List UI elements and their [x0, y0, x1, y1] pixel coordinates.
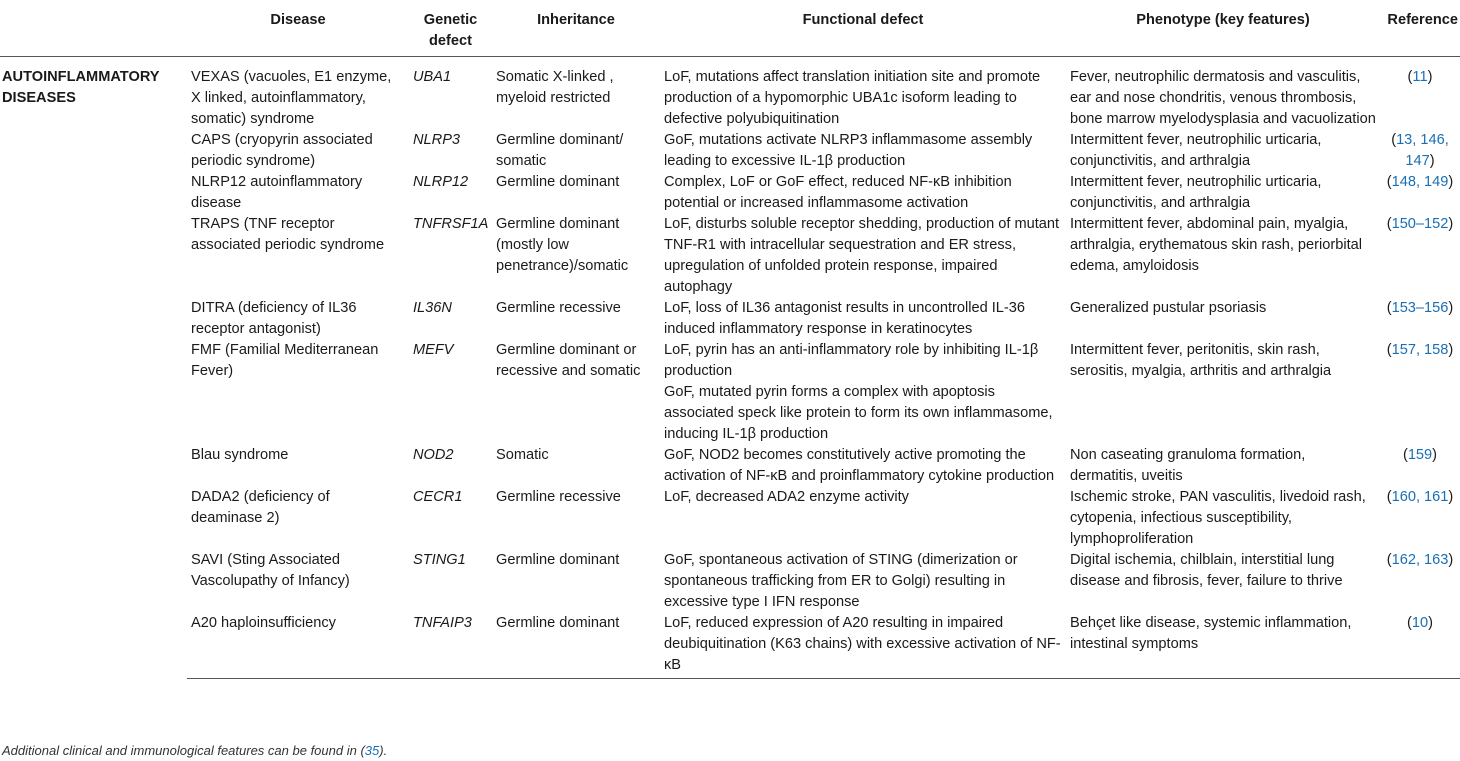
- reference-link[interactable]: 157, 158: [1391, 342, 1449, 358]
- gene-cell: TNFAIP3: [409, 613, 492, 679]
- inheritance-cell: Germline recessive: [496, 300, 621, 316]
- reference-cell: [1380, 130, 1460, 172]
- table-row: [0, 613, 1460, 679]
- gene-cell: TNFRSF1A: [413, 216, 489, 232]
- reference-line: (153–156): [1386, 300, 1454, 316]
- table-row: [0, 214, 1460, 298]
- functional-defect-text-2: GoF, mutated pyrin forms a complex with apoptosis associated speck like protein to form its own inflammasome, inducing IL-1β production: [664, 384, 1053, 442]
- gene-cell: NLRP12: [413, 174, 469, 190]
- phenotype-cell: Generalized pustular psoriasis: [1070, 300, 1267, 316]
- functional-defect-cell: [660, 298, 1066, 340]
- gene-cell: MEFV: [413, 342, 454, 358]
- reference-cell: [1380, 445, 1460, 487]
- table-row: [0, 445, 1460, 487]
- reference-link[interactable]: 11: [1412, 69, 1428, 85]
- reference-line: (150–152): [1386, 216, 1454, 232]
- phenotype-cell: Intermittent fever, neutrophilic urticaria, conjunctivitis, and arthralgia: [1070, 174, 1322, 211]
- reference-link[interactable]: 150–152: [1391, 216, 1449, 232]
- reference-link[interactable]: 162, 163: [1391, 552, 1449, 568]
- gene-cell: NLRP3: [413, 132, 461, 148]
- phenotype-cell: Intermittent fever, abdominal pain, myalgia, arthralgia, erythematous skin rash, periorbital edema, amyloidosis: [1070, 216, 1363, 274]
- gene-cell: STING1: [413, 552, 466, 568]
- functional-defect-text: LoF, pyrin has an anti-inflammatory role by inhibiting IL-1β production: [664, 342, 1039, 379]
- table-body: [0, 57, 1460, 679]
- functional-defect-cell: [660, 130, 1066, 172]
- gene-cell: CECR1: [413, 489, 463, 505]
- reference-link[interactable]: 153–156: [1391, 300, 1449, 316]
- reference-link[interactable]: 13, 146,: [1396, 132, 1449, 148]
- phenotype-cell: Behçet like disease, systemic inflammation, intestinal symptoms: [1066, 613, 1380, 679]
- disease-cell: Blau syndrome: [191, 447, 289, 463]
- header-category: [0, 0, 187, 57]
- inheritance-cell: Germline dominant (mostly low penetrance)/somatic: [496, 216, 629, 274]
- reference-cell: [1380, 613, 1460, 679]
- reference-line: 147): [1405, 153, 1435, 169]
- functional-defect-text: LoF, decreased ADA2 enzyme activity: [664, 489, 909, 505]
- disease-cell: NLRP12 autoinflammatory disease: [191, 174, 363, 211]
- functional-defect-text: LoF, disturbs soluble receptor shedding, production of mutant TNF-R1 with intracellular sequestration and ER stress, upregulation of unfolded protein response, impaired autophagy: [664, 216, 1060, 295]
- functional-defect-text: GoF, NOD2 becomes constitutively active promoting the activation of NF-κB and proinflammatory cytokine production: [664, 447, 1055, 484]
- functional-defect-cell: [660, 57, 1066, 131]
- table-row: [0, 57, 1460, 131]
- phenotype-cell: Fever, neutrophilic dermatosis and vasculitis, ear and nose chondritis, venous thrombosis, bone marrow myelodysplasia and vacuolization: [1070, 69, 1376, 127]
- footnote-ref-link[interactable]: 35: [364, 743, 380, 758]
- table-footnote: [2, 743, 387, 758]
- reference-cell: [1380, 487, 1460, 550]
- inheritance-cell: Germline dominant: [492, 613, 660, 679]
- reference-cell: [1380, 340, 1460, 445]
- functional-defect-text: LoF, loss of IL36 antagonist results in uncontrolled IL-36 induced inflammatory response in keratinocytes: [664, 300, 1026, 337]
- header-disease: Disease: [187, 0, 409, 57]
- inheritance-cell: Somatic: [496, 447, 549, 463]
- header-phenotype: Phenotype (key features): [1066, 0, 1380, 57]
- disease-cell: FMF (Familial Mediterranean Fever): [191, 342, 379, 379]
- functional-defect-cell: [660, 172, 1066, 214]
- disease-cell: SAVI (Sting Associated Vascolupathy of Infancy): [191, 552, 350, 589]
- phenotype-cell: Digital ischemia, chilblain, interstitial lung disease and fibrosis, fever, failure to thrive: [1070, 552, 1343, 589]
- functional-defect-cell: [660, 487, 1066, 550]
- disease-cell: TRAPS (TNF receptor associated periodic syndrome: [191, 216, 385, 253]
- reference-cell: [1380, 550, 1460, 613]
- reference-line: (13, 146,: [1391, 132, 1449, 148]
- header-genetic-defect: Genetic defect: [409, 0, 492, 57]
- disease-cell: DADA2 (deficiency of deaminase 2): [191, 489, 330, 526]
- functional-defect-text: GoF, mutations activate NLRP3 inflammasome assembly leading to excessive IL-1β production: [664, 132, 1033, 169]
- gene-cell: NOD2: [413, 447, 454, 463]
- reference-line: (11): [1407, 69, 1433, 85]
- table-row: [0, 487, 1460, 550]
- phenotype-cell: Non caseating granuloma formation, dermatitis, uveitis: [1070, 447, 1306, 484]
- functional-defect-cell: [660, 550, 1066, 613]
- reference-cell: [1380, 298, 1460, 340]
- functional-defect-cell: [660, 613, 1066, 679]
- reference-cell: [1380, 214, 1460, 298]
- reference-link[interactable]: 148, 149: [1391, 174, 1449, 190]
- functional-defect-text: LoF, reduced expression of A20 resulting in impaired deubiquitination (K63 chains) with excessive activation of NF- κB: [664, 615, 1061, 673]
- functional-defect-cell: [660, 214, 1066, 298]
- phenotype-cell: Intermittent fever, peritonitis, skin rash, serositis, myalgia, arthritis and arthralgia: [1070, 342, 1332, 379]
- inheritance-cell: Germline dominant or recessive and somatic: [496, 342, 641, 379]
- reference-cell: [1380, 172, 1460, 214]
- disease-cell: A20 haploinsufficiency: [187, 613, 409, 679]
- gene-cell: UBA1: [413, 69, 452, 85]
- footnote-text: Additional clinical and immunological features can be found in (: [2, 743, 365, 758]
- reference-link[interactable]: 147: [1405, 153, 1430, 169]
- disease-cell: DITRA (deficiency of IL36 receptor antagonist): [191, 300, 357, 337]
- inheritance-cell: Somatic X-linked , myeloid restricted: [496, 69, 614, 106]
- functional-defect-text: Complex, LoF or GoF effect, reduced NF-κB inhibition potential or increased inflammasome activation: [664, 174, 1012, 211]
- table-row: [0, 298, 1460, 340]
- table-row: [0, 340, 1460, 445]
- reference-line: (162, 163): [1386, 552, 1454, 568]
- footnote-tail: ).: [379, 743, 388, 758]
- inheritance-cell: Germline dominant/ somatic: [496, 132, 624, 169]
- functional-defect-cell: [660, 340, 1066, 445]
- reference-link[interactable]: 159: [1407, 447, 1433, 463]
- category-label: AUTOINFLAMMATORY DISEASES: [2, 69, 160, 106]
- phenotype-cell: Ischemic stroke, PAN vasculitis, livedoid rash, cytopenia, infectious susceptibility, lymphoproliferation: [1070, 489, 1366, 547]
- inheritance-cell: Germline dominant: [496, 174, 620, 190]
- gene-cell: IL36N: [413, 300, 452, 316]
- functional-defect-text: LoF, mutations affect translation initiation site and promote production of a hypomorphic UBA1c isoform leading to defective polyubiquitination: [664, 69, 1041, 127]
- reference-line: (160, 161): [1386, 489, 1454, 505]
- phenotype-cell: Intermittent fever, neutrophilic urticaria, conjunctivitis, and arthralgia: [1070, 132, 1322, 169]
- reference-link[interactable]: 10: [1411, 615, 1429, 631]
- table-row: [0, 550, 1460, 613]
- disease-cell: VEXAS (vacuoles, E1 enzyme, X linked, autoinflammatory, somatic) syndrome: [191, 69, 392, 127]
- reference-line: (159): [1402, 447, 1438, 463]
- reference-link[interactable]: 160, 161: [1391, 489, 1449, 505]
- header-row: [0, 0, 1460, 57]
- table-row: [0, 172, 1460, 214]
- reference-line: (10): [1407, 615, 1433, 631]
- reference-cell: [1380, 57, 1460, 131]
- reference-line: (157, 158): [1386, 342, 1454, 358]
- table-row: [0, 130, 1460, 172]
- header-functional-defect: Functional defect: [660, 0, 1066, 57]
- inheritance-cell: Germline dominant: [496, 552, 620, 568]
- inheritance-cell: Germline recessive: [496, 489, 621, 505]
- disease-cell: CAPS (cryopyrin associated periodic syndrome): [191, 132, 373, 169]
- functional-defect-cell: [660, 445, 1066, 487]
- header-inheritance: Inheritance: [492, 0, 660, 57]
- functional-defect-text: GoF, spontaneous activation of STING (dimerization or spontaneous trafficking from ER to Golgi) resulting in excessive type I IFN response: [664, 552, 1018, 610]
- header-reference: Reference: [1380, 0, 1460, 57]
- reference-line: (148, 149): [1386, 174, 1454, 190]
